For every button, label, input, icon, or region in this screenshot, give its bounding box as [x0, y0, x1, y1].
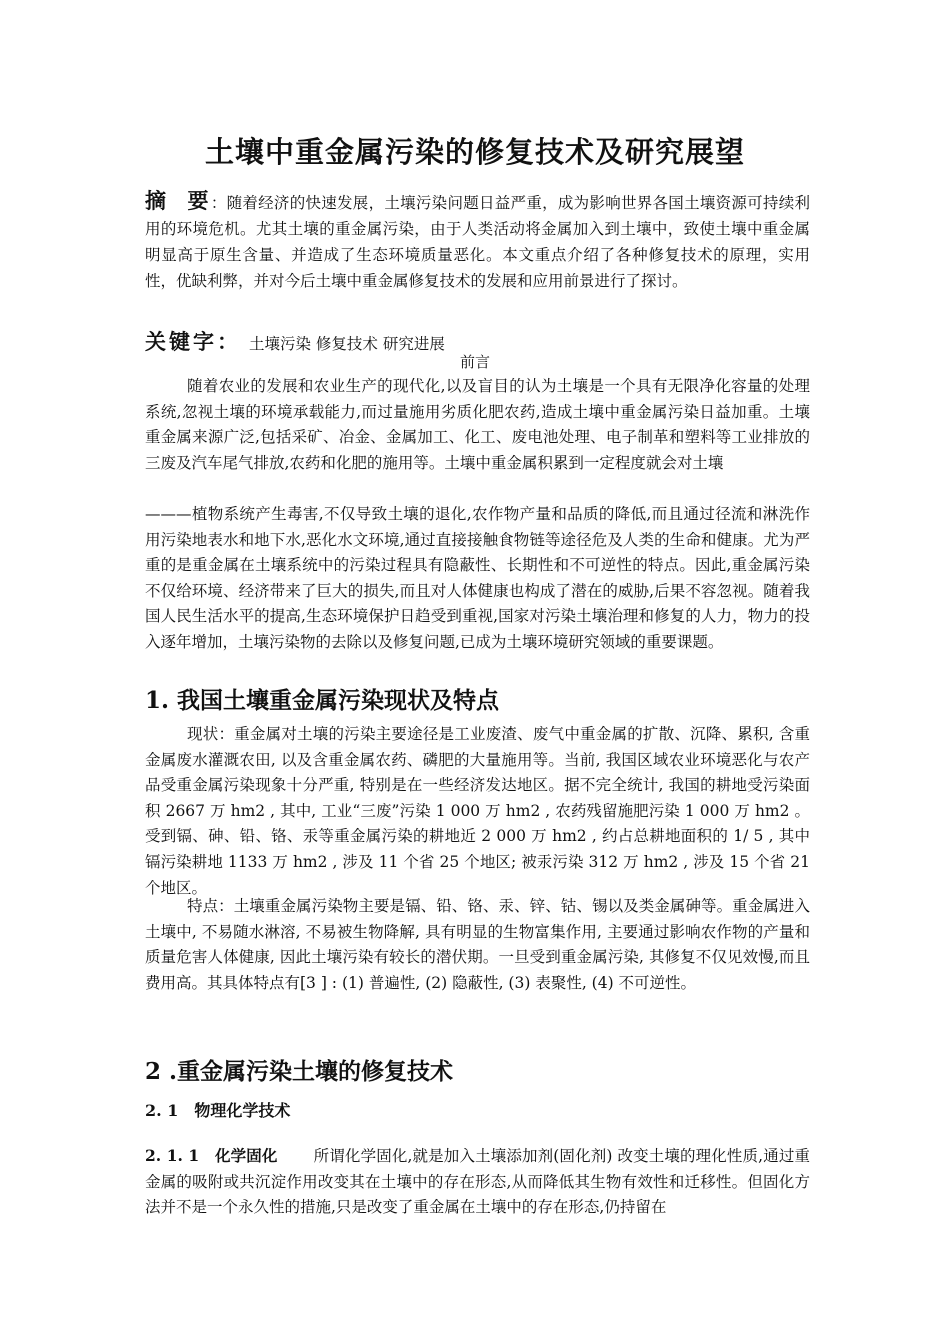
preface-paragraph-2: ———植物系统产生毒害,不仅导致土壤的退化,农作物产量和品质的降低,而且通过径流和淋洗作用污染地表水和地下水,恶化水文环境,通过直接接触食物链等途径危及人类的生命和健康。尤为严重的是重金属在土壤系统中的污染过程具有隐蔽性、长期性和不可逆性的特点。因此,重金属污染不仅给环境、经济带来了巨大的损失,而且对人体健康也构成了潜在的威胁,后果不容忽视。随着我国人民生活水平的提高,生态环境保护日趋受到重视,国家对污染土壤治理和修复的人力，物力的投入逐年增加，土壤污染物的去除以及修复问题,已成为土壤环境研究领域的重要课题。 — [145, 505, 810, 651]
subsection-2-1-1-paragraph — [145, 1143, 810, 1221]
section-2-heading: 2 .重金属污染土壤的修复技术 — [145, 1058, 454, 1085]
preface-paragraph-1: 随着农业的发展和农业生产的现代化,以及盲目的认为土壤是一个具有无限净化容量的处理系统,忽视土壤的环境承载能力,而过量施用劣质化肥农药,造成土壤中重金属污染日益加重。土壤重金属来源广泛,包括采矿、冶金、金属加工、化工、废电池处理、电子制革和塑料等工业排放的三废及汽车尾气排放,农药和化肥的施用等。土壤中重金属积累到一定程度就会对土壤 — [145, 377, 810, 472]
subsection-2-1-1-text: 所谓化学固化,就是加入土壤添加剂(固化剂) 改变土壤的理化性质,通过重金属的吸附或共沉淀作用改变其在土壤中的存在形态,从而降低其生物有效性和迁移性。但固化方法并不是一个永久性的措施,只是改变了重金属在土壤中的存在形态,仍持留在 — [145, 1147, 810, 1217]
abstract-paragraph — [145, 188, 810, 294]
keywords-label: 关键字： — [145, 329, 241, 354]
subsection-2-1-1-heading: 2. 1. 1 化学固化 — [145, 1146, 278, 1165]
document-title: 土壤中重金属污染的修复技术及研究展望 — [204, 135, 745, 169]
section-1-status-paragraph: 现状：重金属对土壤的污染主要途径是工业废渣、废气中重金属的扩散、沉降、累积, 含重金属废水灌溉农田, 以及含重金属农药、磷肥的大量施用等。当前, 我国区域农业环境恶化与农产品受重金属污染现象十分严重, 特别是在一些经济发达地区。据不完全统计, 我国的耕地受污染面积 2667 万 hm2 , 其中, 工业“三废”污染 1 000 万 hm2 , 农药残留施肥污染 1 000 万 hm2 。受到镉、砷、铅、铬、汞等重金属污染的耕地近 2 000 万 hm2 , 约占总耕地面积的 1/ 5 , 其中镉污染耕地 1133 万 hm2 , 涉及 11 个省 25 个地区; 被汞污染 312 万 hm2 , 涉及 15 个省 21 个地区。 — [145, 725, 810, 897]
abstract-colon: ： — [210, 194, 227, 212]
subsection-2-1-heading: 2. 1 物理化学技术 — [145, 1101, 291, 1120]
abstract-label: 摘 要 — [145, 188, 209, 213]
section-1-heading: 1. 我国土壤重金属污染现状及特点 — [145, 687, 500, 714]
keywords-text: 土壤污染 修复技术 研究进展 — [249, 335, 445, 353]
section-1-features-paragraph: 特点：土壤重金属污染物主要是镉、铅、铬、汞、锌、钴、锡以及类金属砷等。重金属进入土壤中, 不易随水淋溶, 不易被生物降解, 具有明显的生物富集作用, 主要通过影响农作物的产量和质量危害人体健康, 因此土壤污染有较长的潜伏期。一旦受到重金属污染, 其修复不仅见效慢,而且费用高。其具体特点有[3 ] : (1) 普遍性, (2) 隐蔽性, (3) 表聚性, (4) 不可逆性。 — [145, 897, 810, 992]
preface-heading: 前言 — [459, 353, 490, 371]
abstract-text: 随着经济的快速发展，土壤污染问题日益严重，成为影响世界各国土壤资源可持续利用的环境危机。尤其土壤的重金属污染，由于人类活动将金属加入到土壤中，致使土壤中重金属明显高于原生含量、并造成了生态环境质量恶化。本文重点介绍了各种修复技术的原理，实用性，优缺利弊，并对今后土壤中重金属修复技术的发展和应用前景进行了探讨。 — [145, 194, 810, 290]
